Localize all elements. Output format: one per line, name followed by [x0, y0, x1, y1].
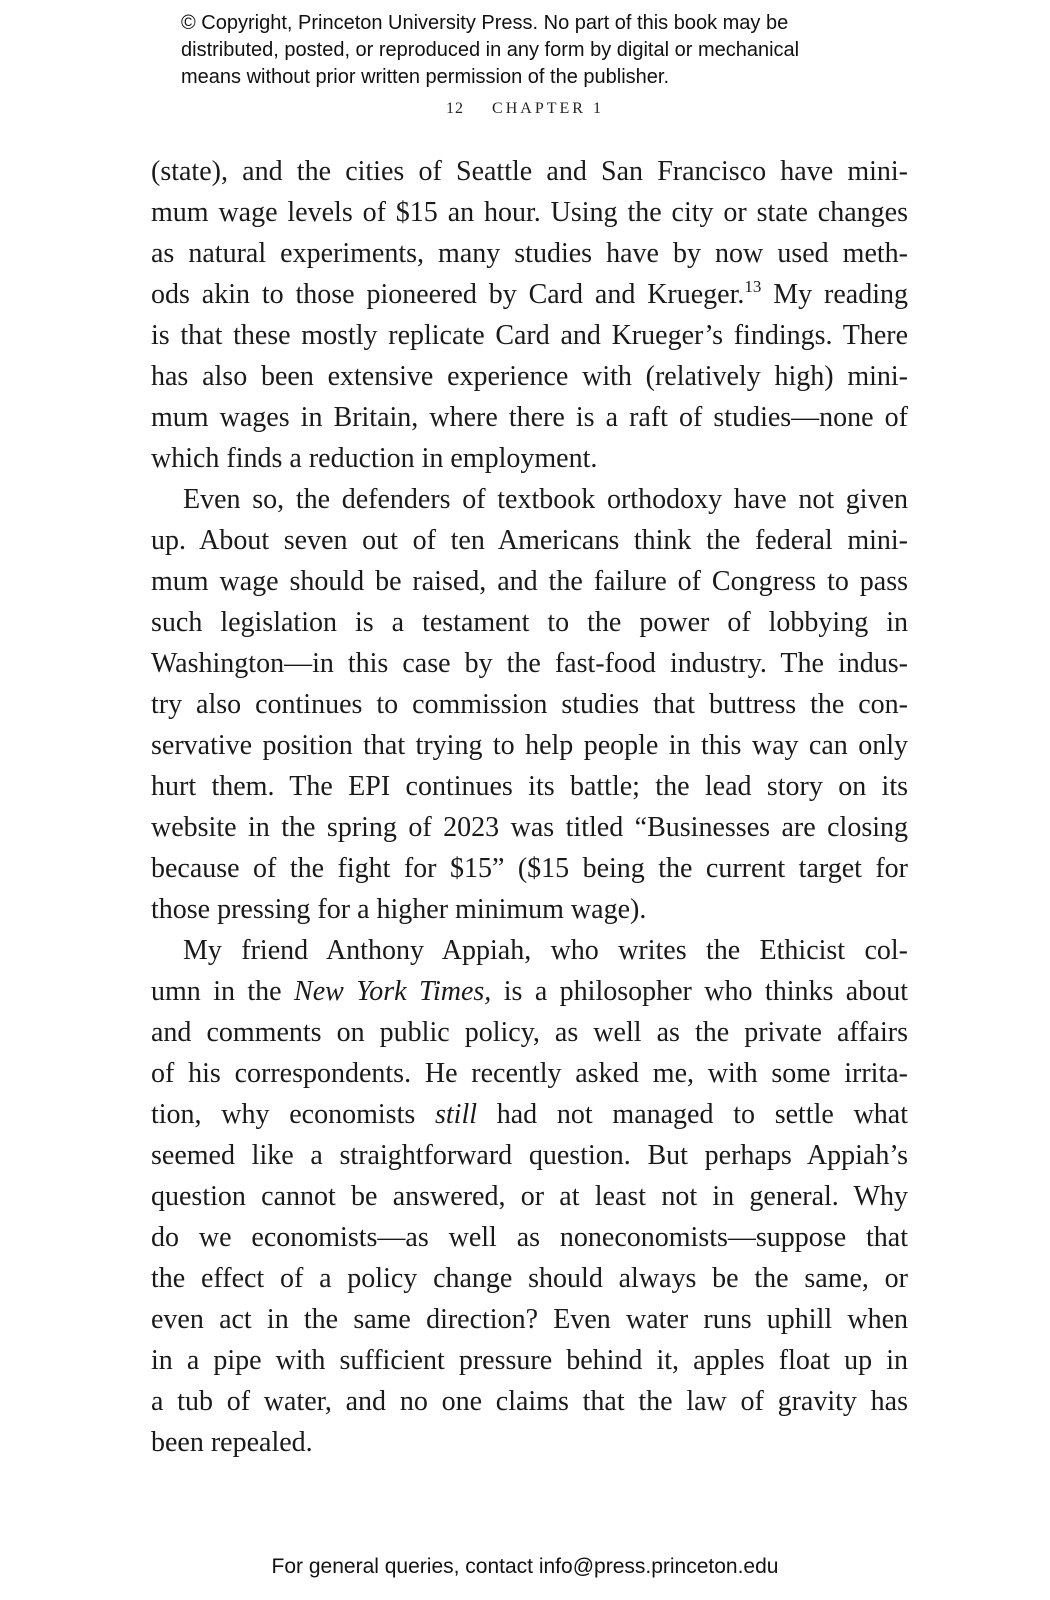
text-line: [151, 1094, 908, 1135]
text-line: because of the fight for $15” ($15 being the current target for: [151, 853, 908, 884]
text-line: the effect of a policy change should always be the same, or: [151, 1263, 908, 1294]
text-line: even act in the same direction? Even water runs uphill when: [151, 1304, 908, 1335]
text-segment: is a philosopher who thinks about: [491, 976, 908, 1007]
text-line: website in the spring of 2023 was titled “Businesses are closing: [151, 812, 908, 843]
copyright-notice: [181, 10, 901, 91]
text-line: a tub of water, and no one claims that the law of gravity has: [151, 1386, 908, 1417]
text-line: as natural experiments, many studies have by now used meth-: [151, 238, 908, 269]
chapter-label: CHAPTER 1: [492, 100, 604, 117]
text-line: up. About seven out of ten Americans think the federal mini-: [151, 525, 908, 556]
text-line: of his correspondents. He recently asked me, with some irrita-: [151, 1058, 908, 1089]
text-segment: had not managed to settle what: [477, 1099, 908, 1130]
text-line: such legislation is a testament to the power of lobbying in: [151, 607, 908, 638]
text-line: and comments on public policy, as well as the private affairs: [151, 1017, 908, 1048]
body-text: [151, 151, 908, 1463]
text-line: mum wage should be raised, and the failure of Congress to pass: [151, 566, 908, 597]
text-segment: tion, why economists: [151, 1099, 435, 1130]
text-line: Even so, the defenders of textbook orthodoxy have not given: [183, 484, 908, 515]
text-segment: My reading: [761, 279, 908, 310]
text-segment: umn in the: [151, 976, 295, 1007]
text-line: mum wages in Britain, where there is a raft of studies—none of: [151, 402, 908, 433]
text-line: [151, 274, 908, 315]
footnote-marker[interactable]: 13: [744, 277, 762, 296]
italic-emphasis: still: [434, 1099, 477, 1130]
text-line: in a pipe with sufficient pressure behind it, apples float up in: [151, 1345, 908, 1376]
italic-title: New York Times,: [294, 976, 492, 1007]
text-line: hurt them. The EPI continues its battle; the lead story on its: [151, 771, 908, 802]
text-line: (state), and the cities of Seattle and San Francisco have mini-: [151, 156, 908, 187]
copyright-line: means without prior written permission of the publisher.: [181, 66, 670, 88]
running-head: [0, 100, 1050, 118]
text-segment: ods akin to those pioneered by Card and Krueger.: [151, 279, 745, 310]
footer-contact: For general queries, contact info@press.princeton.edu: [271, 1555, 779, 1578]
page-number: 12: [446, 100, 465, 117]
text-line: is that these mostly replicate Card and Krueger’s findings. There: [151, 320, 908, 351]
text-line: been repealed.: [151, 1427, 313, 1458]
copyright-line: © Copyright, Princeton University Press. No part of this book may be: [181, 12, 789, 34]
text-line: mum wage levels of $15 an hour. Using the city or state changes: [151, 197, 908, 228]
text-line: question cannot be answered, or at least not in general. Why: [151, 1181, 908, 1212]
text-line: My friend Anthony Appiah, who writes the Ethicist col-: [183, 935, 908, 966]
text-line: do we economists—as well as noneconomists—suppose that: [151, 1222, 908, 1253]
text-line: those pressing for a higher minimum wage).: [151, 894, 647, 925]
text-line: seemed like a straightforward question. But perhaps Appiah’s: [151, 1140, 908, 1171]
text-line: has also been extensive experience with (relatively high) mini-: [151, 361, 908, 392]
text-line: [151, 971, 908, 1012]
text-line: servative position that trying to help people in this way can only: [151, 730, 908, 761]
text-line: Washington—in this case by the fast-food industry. The indus-: [151, 648, 908, 679]
text-line: try also continues to commission studies that buttress the con-: [151, 689, 908, 720]
text-line: which finds a reduction in employment.: [151, 443, 598, 474]
copyright-line: distributed, posted, or reproduced in any form by digital or mechanical: [181, 39, 800, 61]
